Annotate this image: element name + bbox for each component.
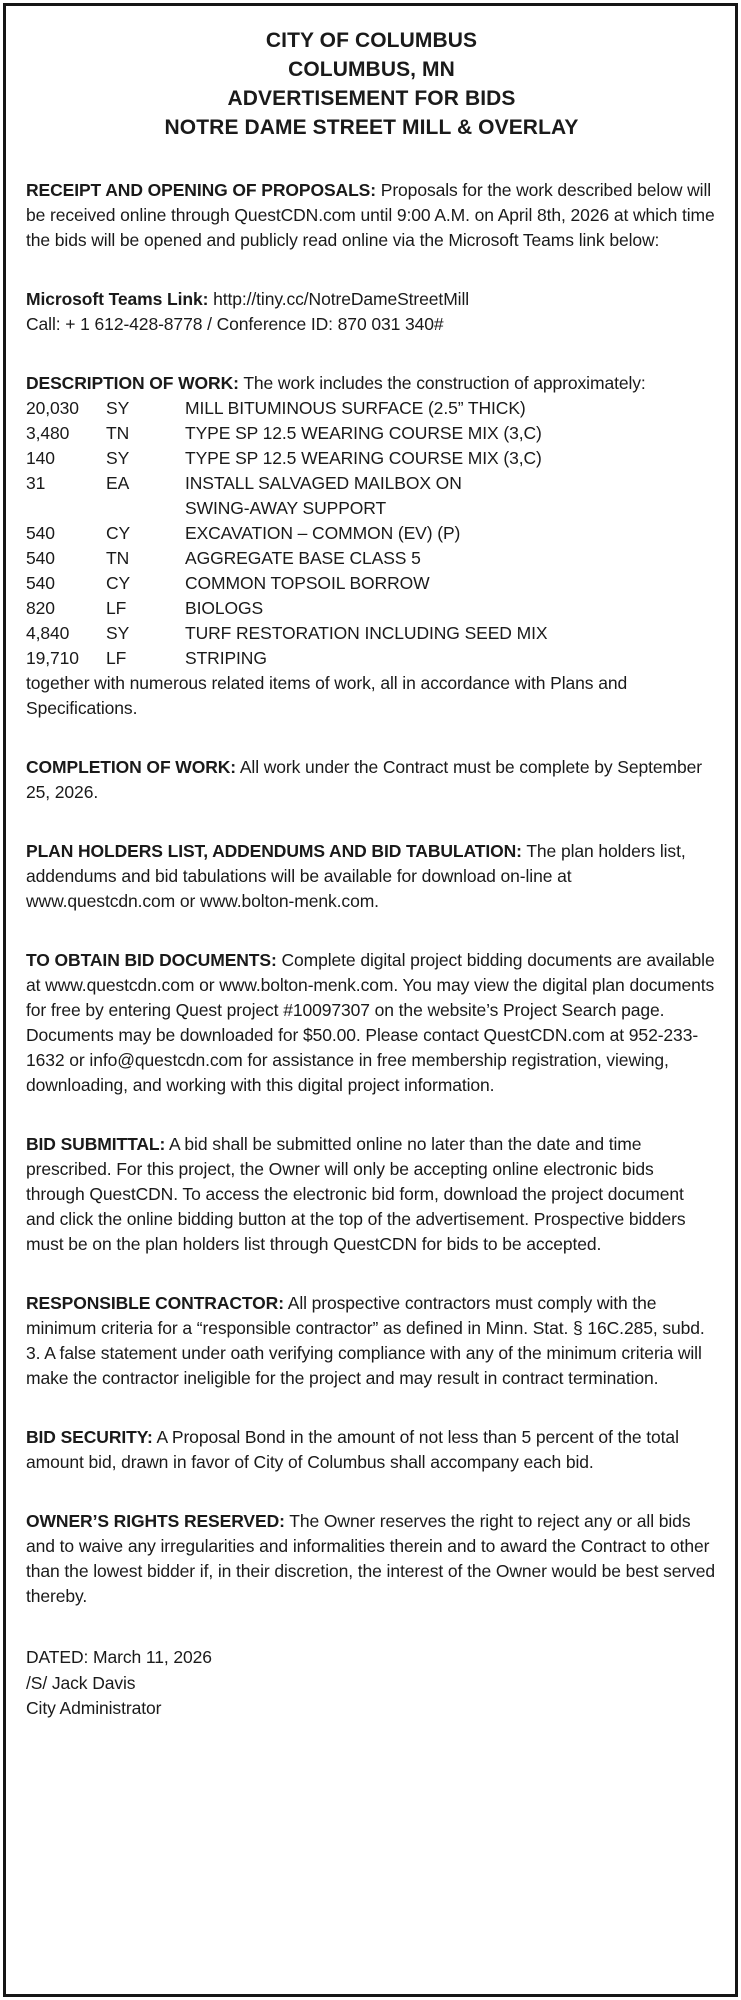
quantity-cell: 31	[26, 473, 46, 493]
work-item-row	[26, 521, 717, 546]
signature-line: /S/ Jack Davis	[26, 1672, 136, 1693]
section-text: Complete digital project bidding documents are available at www.questcdn.com or www.bolton-menk.com. You may view the digital plan documents for free by entering Quest project #10097307 on the website’s Project Search page. Documents may be downloaded for $50.00. Please contact QuestCDN.com at 952-233-1632 or info@questcdn.com for assistance in free membership registration, viewing, downloading, and working with this digital project information.	[26, 950, 715, 1095]
quantity-cell: 540	[26, 523, 55, 543]
notice-content	[6, 6, 735, 1994]
description-cell: TYPE SP 12.5 WEARING COURSE MIX (3,C)	[185, 423, 542, 443]
header-project-line: NOTRE DAME STREET MILL & OVERLAY	[164, 116, 579, 139]
section-responsible-contractor	[26, 1291, 717, 1391]
notice-header	[26, 26, 717, 142]
description-cell: TYPE SP 12.5 WEARING COURSE MIX (3,C)	[185, 448, 542, 468]
work-item-row	[26, 571, 717, 596]
description-line-2: SWING-AWAY SUPPORT	[185, 498, 387, 518]
dated-line: DATED: March 11, 2026	[26, 1647, 212, 1667]
unit-cell: SY	[106, 448, 130, 468]
section-label: OWNER’S RIGHTS RESERVED:	[26, 1511, 285, 1531]
work-items-table	[26, 396, 717, 671]
quantity-cell: 3,480	[26, 423, 70, 443]
conference-call-line: Call: + 1 612-428-8778 / Conference ID: 870 031 340#	[26, 314, 444, 334]
work-item-row	[26, 546, 717, 571]
work-item-row	[26, 471, 717, 521]
section-label: BID SUBMITTAL:	[26, 1134, 166, 1154]
description-cell	[185, 471, 717, 521]
section-label: RESPONSIBLE CONTRACTOR:	[26, 1293, 284, 1313]
quantity-cell: 540	[26, 573, 55, 593]
section-bid-submittal	[26, 1132, 717, 1257]
description-cell: EXCAVATION – COMMON (EV) (P)	[185, 523, 461, 543]
section-label: RECEIPT AND OPENING OF PROPOSALS:	[26, 180, 376, 200]
work-item-row	[26, 646, 717, 671]
description-cell: AGGREGATE BASE CLASS 5	[185, 548, 421, 568]
section-label: PLAN HOLDERS LIST, ADDENDUMS AND BID TABULATION:	[26, 841, 522, 861]
unit-cell: EA	[106, 473, 130, 493]
section-text: A bid shall be submitted online no later than the date and time prescribed. For this project, the Owner will only be accepting online electronic bids through QuestCDN. To access the electronic bid form, download the project document and click the online bidding button at the top of the advertisement. Prospective bidders must be on the plan holders list through QuestCDN for bids to be accepted.	[26, 1134, 686, 1254]
section-owners-rights-reserved	[26, 1509, 717, 1609]
unit-cell: SY	[106, 398, 130, 418]
quantity-cell: 540	[26, 548, 55, 568]
description-cell: COMMON TOPSOIL BORROW	[185, 573, 430, 593]
description-cell: BIOLOGS	[185, 598, 264, 618]
unit-cell: LF	[106, 598, 127, 618]
work-item-row	[26, 421, 717, 446]
section-text: Proposals for the work described below will be received online through QuestCDN.com until 9:00 A.M. on April 8th, 2026 at which time the bids will be opened and publicly read online via the Microsoft Teams link below:	[26, 180, 715, 250]
section-label: TO OBTAIN BID DOCUMENTS:	[26, 950, 277, 970]
section-text: All prospective contractors must comply with the minimum criteria for a “responsible contractor” as defined in Minn. Stat. § 16C.285, subd. 3. A false statement under oath verifying compliance with any of the minimum criteria will make the contractor ineligible for the project and may result in contract termination.	[26, 1293, 705, 1388]
unit-cell: SY	[106, 623, 130, 643]
section-text: The work includes the construction of approximately:	[243, 373, 646, 393]
work-item-row	[26, 446, 717, 471]
section-text: The plan holders list, addendums and bid tabulations will be available for download on-line at www.questcdn.com or www.bolton-menk.com.	[26, 841, 686, 911]
section-obtain-bid-documents	[26, 948, 717, 1098]
work-item-row	[26, 621, 717, 646]
quantity-cell: 20,030	[26, 398, 79, 418]
teams-link-url: http://tiny.cc/NotreDameStreetMill	[213, 289, 470, 309]
unit-cell: TN	[106, 548, 130, 568]
header-city-line: CITY OF COLUMBUS	[265, 29, 478, 52]
unit-cell: LF	[106, 648, 127, 668]
work-items-footer-text: together with numerous related items of work, all in accordance with Plans and Specifications.	[26, 673, 628, 718]
section-plan-holders-list	[26, 839, 717, 914]
section-completion-of-work	[26, 755, 717, 805]
description-cell: TURF RESTORATION INCLUDING SEED MIX	[185, 623, 548, 643]
header-location-line: COLUMBUS, MN	[288, 58, 455, 81]
section-text: A Proposal Bond in the amount of not less than 5 percent of the total amount bid, drawn in favor of City of Columbus shall accompany each bid.	[26, 1427, 679, 1472]
work-item-row	[26, 396, 717, 421]
quantity-cell: 820	[26, 598, 55, 618]
description-line-1: INSTALL SALVAGED MAILBOX ON	[185, 473, 462, 493]
unit-cell: CY	[106, 573, 131, 593]
section-bid-security	[26, 1425, 717, 1475]
teams-link-line	[26, 287, 717, 312]
quantity-cell: 19,710	[26, 648, 79, 668]
header-ad-type-line: ADVERTISEMENT FOR BIDS	[227, 87, 516, 110]
section-receipt-and-opening	[26, 178, 717, 253]
section-text: All work under the Contract must be complete by September 25, 2026.	[26, 757, 702, 802]
signature-block	[26, 1645, 717, 1722]
unit-cell: CY	[106, 523, 131, 543]
teams-link-label: Microsoft Teams Link:	[26, 289, 209, 309]
quantity-cell: 4,840	[26, 623, 70, 643]
unit-cell: TN	[106, 423, 130, 443]
quantity-cell: 140	[26, 448, 55, 468]
section-label: BID SECURITY:	[26, 1427, 153, 1447]
section-teams-link	[26, 287, 717, 337]
section-description-of-work	[26, 371, 717, 396]
signature-title-line: City Administrator	[26, 1698, 162, 1718]
section-label: DESCRIPTION OF WORK:	[26, 373, 239, 393]
section-text: The Owner reserves the right to reject any or all bids and to waive any irregularities and informalities therein and to award the Contract to other than the lowest bidder if, in their discretion, the interest of the Owner would be best served thereby.	[26, 1511, 716, 1606]
section-label: COMPLETION OF WORK:	[26, 757, 237, 777]
description-cell: STRIPING	[185, 648, 267, 668]
description-cell: MILL BITUMINOUS SURFACE (2.5” THICK)	[185, 398, 526, 418]
work-item-row	[26, 596, 717, 621]
